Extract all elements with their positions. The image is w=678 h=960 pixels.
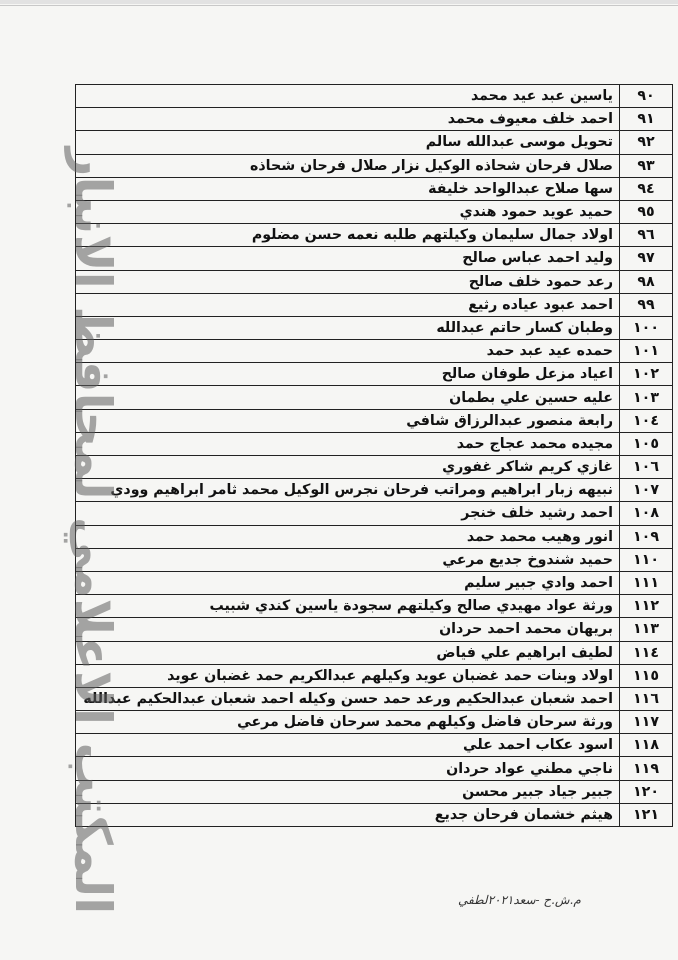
table-row: [76, 502, 673, 525]
row-name: رعد حمود خلف صالح: [76, 270, 620, 293]
table-row: [76, 224, 673, 247]
table-row: [76, 177, 673, 200]
table-row: [76, 316, 673, 339]
row-number: ١٠٦: [620, 456, 673, 479]
names-table: [75, 84, 673, 827]
row-name: ورثة عواد مهيدي صالح وكيلتهم سجودة ياسين كندي شبيب: [76, 595, 620, 618]
page-top-edge: [0, 0, 678, 4]
row-name: وطبان كسار حاتم عبدالله: [76, 316, 620, 339]
row-name: صلال فرحان شحاذه الوكيل نزار صلال فرحان شحاذه: [76, 154, 620, 177]
table-row: [76, 618, 673, 641]
table-row: [76, 270, 673, 293]
row-number: ١١٣: [620, 618, 673, 641]
row-name: احمد خلف معيوف محمد: [76, 108, 620, 131]
row-number: ١٢١: [620, 803, 673, 826]
row-name: احمد وادي جبير سليم: [76, 571, 620, 594]
row-name: اعياد مزعل طوفان صالح: [76, 363, 620, 386]
row-name: ورثة سرحان فاضل وكيلهم محمد سرحان فاضل مرعي: [76, 711, 620, 734]
row-number: ١١١: [620, 571, 673, 594]
names-table-body: [76, 85, 673, 827]
table-row: [76, 85, 673, 108]
row-number: ١٠٨: [620, 502, 673, 525]
row-number: ١١٨: [620, 734, 673, 757]
row-number: ١١٥: [620, 664, 673, 687]
row-number: ١١٢: [620, 595, 673, 618]
table-row: [76, 293, 673, 316]
row-name: جبير جياد جبير محسن: [76, 780, 620, 803]
row-number: ١٢٠: [620, 780, 673, 803]
row-number: ٩١: [620, 108, 673, 131]
row-name: حمده عيد عبد حمد: [76, 340, 620, 363]
row-number: ١١٤: [620, 641, 673, 664]
row-number: ١٠١: [620, 340, 673, 363]
table-row: [76, 200, 673, 223]
table-row: [76, 340, 673, 363]
row-name: لطيف ابراهيم علي فياض: [76, 641, 620, 664]
row-name: اسود عكاب احمد علي: [76, 734, 620, 757]
row-number: ٩٩: [620, 293, 673, 316]
table-row: [76, 386, 673, 409]
table-row: [76, 108, 673, 131]
row-number: ١٠٠: [620, 316, 673, 339]
table-row: [76, 641, 673, 664]
row-name: احمد رشيد خلف خنجر: [76, 502, 620, 525]
row-name: نبيهه زبار ابراهيم ومراتب فرحان نجرس الوكيل محمد ثامر ابراهيم وودي: [76, 479, 620, 502]
table-row: [76, 757, 673, 780]
row-name: عليه حسين علي بطمان: [76, 386, 620, 409]
row-name: هيثم خشمان فرحان جديع: [76, 803, 620, 826]
table-row: [76, 595, 673, 618]
row-name: اولاد وبنات حمد غضبان عويد وكيلهم عبدالكريم حمد غضبان عويد: [76, 664, 620, 687]
row-number: ١٠٤: [620, 409, 673, 432]
row-number: ١٠٧: [620, 479, 673, 502]
row-name: احمد شعبان عبدالحكيم ورعد حمد حسن وكيله احمد شعبان عبدالحكيم عبدالله: [76, 687, 620, 710]
row-number: ١٠٥: [620, 432, 673, 455]
table-row: [76, 548, 673, 571]
row-number: ١٠٢: [620, 363, 673, 386]
table-row: [76, 687, 673, 710]
table-row: [76, 664, 673, 687]
table-row: [76, 734, 673, 757]
watermark-text: المكتب الاعلامي لمحافظ الانبار: [64, 147, 122, 915]
row-number: ١١٩: [620, 757, 673, 780]
table-row: [76, 711, 673, 734]
row-name: اولاد جمال سليمان وكيلتهم طلبه نعمه حسن مضلوم: [76, 224, 620, 247]
table-row: [76, 409, 673, 432]
row-number: ١٠٩: [620, 525, 673, 548]
row-number: ٩٧: [620, 247, 673, 270]
table-row: [76, 247, 673, 270]
row-number: ٩٠: [620, 85, 673, 108]
row-number: ٩٥: [620, 200, 673, 223]
table-row: [76, 479, 673, 502]
row-name: رابعة منصور عبدالرزاق شافي: [76, 409, 620, 432]
row-number: ١١٦: [620, 687, 673, 710]
table-row: [76, 525, 673, 548]
table-row: [76, 131, 673, 154]
table-row: [76, 571, 673, 594]
row-number: ١١٧: [620, 711, 673, 734]
footer-note: م.ش.ح -سعد٢٠٢١لطفي: [458, 893, 581, 907]
row-name: انور وهيب محمد حمد: [76, 525, 620, 548]
row-number: ٩٣: [620, 154, 673, 177]
row-name: وليد احمد عباس صالح: [76, 247, 620, 270]
row-number: ٩٦: [620, 224, 673, 247]
row-number: ١٠٣: [620, 386, 673, 409]
row-number: ٩٤: [620, 177, 673, 200]
table-row: [76, 780, 673, 803]
row-name: بريهان محمد احمد حردان: [76, 618, 620, 641]
row-name: سها صلاح عبدالواحد خليفة: [76, 177, 620, 200]
table-row: [76, 154, 673, 177]
row-name: حميد شندوخ جديع مرعي: [76, 548, 620, 571]
row-name: ناجي مطني عواد حردان: [76, 757, 620, 780]
table-row: [76, 432, 673, 455]
row-name: مجيده محمد عجاج حمد: [76, 432, 620, 455]
row-name: تحويل موسى عبدالله سالم: [76, 131, 620, 154]
row-number: ٩٢: [620, 131, 673, 154]
page-top-divider: [0, 5, 678, 6]
table-row: [76, 456, 673, 479]
row-name: غازي كريم شاكر غفوري: [76, 456, 620, 479]
row-name: حميد عويد حمود هندي: [76, 200, 620, 223]
table-row: [76, 803, 673, 826]
table-row: [76, 363, 673, 386]
row-number: ١١٠: [620, 548, 673, 571]
row-name: احمد عبود عياده رثيع: [76, 293, 620, 316]
row-name: ياسين عبد عيد محمد: [76, 85, 620, 108]
row-number: ٩٨: [620, 270, 673, 293]
